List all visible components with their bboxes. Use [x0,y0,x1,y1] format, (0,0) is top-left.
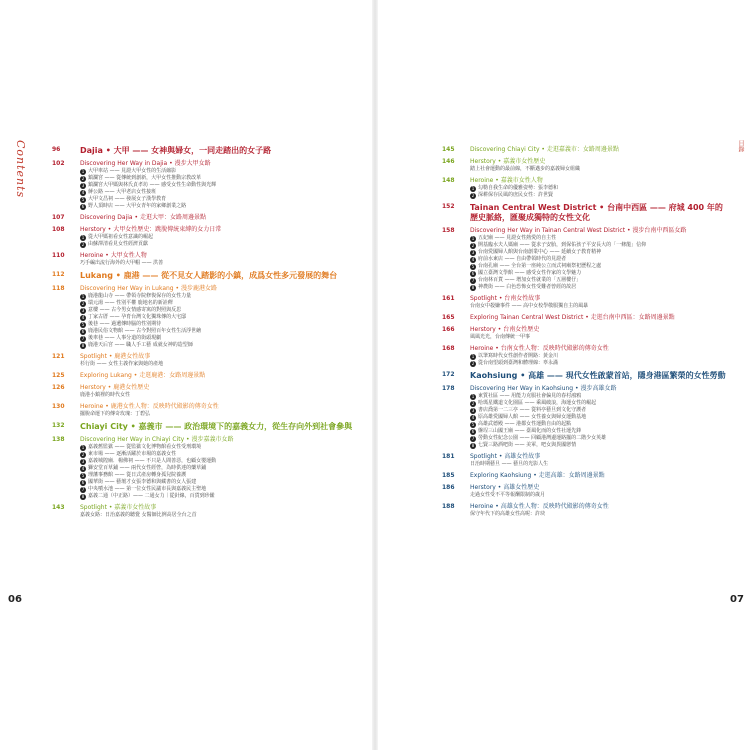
toc-page-number: 138 [52,436,65,443]
toc-list-item [80,234,372,241]
toc-list-item-text: 嘉義舊監獄 —— 從監獄文化博物館看女性受刑環境 [88,444,202,450]
toc-description: 台南女中殺嫌事件 —— 高中女校學敬服獨自主的風暴 [470,303,589,309]
toc-list-item-text: 台南孔廟 —— 全台第一座純公立而式祠廟祭祀歷程之處 [478,263,602,269]
item-number-badge: 1 [81,293,85,299]
item-number-badge: 6 [471,270,475,276]
toc-page-number: 165 [442,314,455,321]
toc-page-number: 107 [52,214,65,221]
toc-list-item [470,442,727,449]
toc-list-item-text: 後車巷 —— 人事分道的街頭現劇 [88,335,162,341]
toc-entry[interactable] [442,371,727,381]
toc-list-item [80,241,372,248]
contents-side-title-right: 目錄 [737,140,744,152]
toc-list-item [470,235,727,242]
toc-entry[interactable] [52,214,372,222]
toc-section-title: Herstory • 大甲女性歷史：跳脫傳統束縛的女力日常 [80,226,222,233]
toc-page-number: 118 [52,285,65,292]
toc-description: 鹿港小鎮裡的時代女性 [80,392,131,398]
item-number-badge: 1 [81,168,85,174]
page-number-left: 06 [8,594,22,605]
toc-list-item-text: 大甲文昌祠 —— 發展女子漢學教育 [88,196,167,202]
toc-list-item-text: 國華街 —— 藝壇才女張李德和與藏書的女人張建 [88,479,197,485]
toc-list-item-text: 高雄武德殿 —— 港都女性運動自由的起點 [478,421,572,427]
toc-section-title: Spotlight • 嘉義市女性故事 [80,504,157,511]
toc-list-item-text: 原高雄愛國婦人館 —— 女性養女與婦女運動基地 [478,414,587,420]
toc-section-title: Discovering Her Way in Dajia • 漫步大甲女路 [80,160,211,167]
toc-page-number: 146 [442,158,455,165]
toc-entry[interactable] [52,252,372,267]
toc-section-title: Discovering Her Way in Tainan Central West District • 漫步台南中西區女路 [470,227,687,234]
toc-list-item [80,168,372,175]
toc-entry[interactable] [52,271,372,281]
toc-page-number: 121 [52,353,65,360]
toc-entry[interactable] [52,160,372,210]
toc-section-title: Herstory • 高雄女性歷史 [470,484,540,491]
toc-list-item-text: 從大甲媽祖看女性意識的崛起 [88,234,154,240]
item-number-badge: 8 [81,342,85,348]
item-number-badge: 5 [81,472,85,478]
toc-section-title: Spotlight • 台南女性故事 [470,295,541,302]
toc-section-title: Discovering Chiayi City • 走逛嘉義市：女路周邊景點 [470,146,619,153]
toc-list-item [80,314,372,321]
toc-entry[interactable] [52,285,372,349]
toc-page-number: 126 [52,384,65,391]
toc-entry[interactable] [442,227,727,291]
toc-list-item [470,256,727,263]
toc-entry[interactable] [52,146,372,156]
toc-page-number: 181 [442,453,455,460]
toc-entry[interactable] [442,314,727,322]
toc-entry[interactable] [52,436,372,500]
toc-entry[interactable] [442,503,727,518]
toc-list-item-text: 由蘇澤清看見女性經濟貢獻 [88,241,149,247]
item-number-badge: 5 [81,196,85,202]
toc-list-item-text: 理藩事務館 —— 從日式產房轉身孤兒院養護 [88,472,187,478]
item-number-badge: 6 [81,203,85,209]
item-number-badge: 7 [81,486,85,492]
toc-description: 風風光光，台南傳統一甲事 [470,334,531,340]
toc-list-item [470,242,727,249]
toc-right-column [442,146,727,522]
toc-page-number: 178 [442,385,455,392]
toc-entry[interactable] [52,353,372,368]
toc-list-item-text: 深耕保存民風的庶民女性：許世賢 [478,192,554,198]
toc-page-number: 168 [442,345,455,352]
toc-page-number: 125 [52,372,65,379]
toc-section-title: Spotlight • 高雄女性故事 [470,453,541,460]
toc-list-item-text: 後巷 —— 過遺傳時腦的性別期待 [88,321,162,327]
toc-list-item [470,435,727,442]
item-number-badge: 5 [471,421,475,427]
toc-list-item [470,270,727,277]
toc-list-item [80,307,372,314]
toc-page-number: 172 [442,371,455,378]
toc-list-item-text: 台南林百貨 —— 增加女性就業的「五層樓仔」 [478,277,582,283]
toc-list-item-text: 台南愛國婦人館與台南創業中心 —— 延續女子教育精神 [478,249,602,255]
toc-list-item [470,393,727,400]
toc-list-item-text: 開基臨水夫人媽廟 —— 從求子安胎，到保佑孩子平安長大的「一條龍」信仰 [478,242,647,248]
toc-entry[interactable] [52,422,372,432]
toc-list-item [80,444,372,451]
toc-page-number: 152 [442,203,455,210]
item-number-badge: 2 [471,400,475,406]
toc-description: 杉行街 —— 女性主義作家與她的產地 [80,361,164,367]
toc-entry[interactable] [52,226,372,248]
toc-list-item [80,321,372,328]
item-number-badge: 5 [81,321,85,327]
toc-page-number: 166 [442,326,455,333]
toc-section-title: Spotlight • 鹿港女性故事 [80,353,151,360]
item-number-badge: 4 [81,189,85,195]
toc-page-number: 188 [442,503,455,510]
toc-list-item-text: 勞動女性紀念公園 —— 回顧港灣邊運路擺的二階少女英雄 [478,435,607,441]
toc-page-number: 130 [52,403,65,410]
item-number-badge: 1 [81,234,85,240]
toc-chapter-title: Dajia • 大甲 —— 女神與婦女，一同走踏出的女子路 [80,146,272,155]
toc-list-item [80,189,372,196]
toc-section-title: Herstory • 鹿港女性歷史 [80,384,150,391]
toc-page-number: 186 [442,484,455,491]
toc-entry[interactable] [442,345,727,367]
toc-section-title: Heroine • 鹿港女性人物：反映時代殿影的傳奇女性 [80,403,219,410]
item-number-badge: 8 [471,442,475,448]
toc-page-number: 102 [52,160,65,167]
toc-list-item-text: 東市場 —— 逐漸活躍於市場的嘉義女性 [88,451,177,457]
item-number-badge: 3 [471,407,475,413]
toc-section-title: Heroine • 嘉義市女性人物 [470,177,543,184]
toc-list-item-text: 五妃廟 —— 見證女性熱愛的自主性 [478,235,557,241]
toc-entry[interactable] [442,146,727,154]
item-number-badge: 4 [471,256,475,262]
toc-section-title: Discovering Her Way in Chiayi City • 漫步嘉義市女路 [80,436,234,443]
toc-list-item [80,175,372,182]
toc-page-number: 143 [52,504,65,511]
toc-page-number: 132 [52,422,65,429]
toc-page-number: 110 [52,252,65,259]
toc-list-item [80,493,372,500]
toc-list-item-text: 哈瑪星鐵道文化園區 —— 乘風破浪，海運女性的崛起 [478,400,597,406]
toc-entry[interactable] [442,453,727,468]
toc-entry[interactable] [442,326,727,341]
toc-list-item [80,472,372,479]
toc-list-item-text: 盤埕三山國王廟 —— 臺風化而的女性社運先鋒 [478,428,582,434]
toc-list-item-text: 蔣公路 —— 大甲老店女性接班 [88,189,157,195]
toc-list-item [470,249,727,256]
toc-list-item-text: 書店喬第一二三亭 —— 從料亭藝旦到文化守護者 [478,407,587,413]
toc-list-item-text: 神農街 —— 白色恐怖女性受難者曾經的故居 [478,284,577,290]
toc-section-title: Discovering Dajia • 走逛大甲：女路周邊景點 [80,214,206,221]
toc-description: 保守年代下的高雄女性高呢：許玦 [470,511,546,517]
toc-list-item [470,421,727,428]
toc-list-item-text: 獅安堂百草鋪 —— 兩代女性經營，為時供達的藥草鋪 [88,465,207,471]
toc-list-item-text: 中央噴水池 —— 第一位女性民議市長與嘉義民主聖地 [88,486,207,492]
toc-list-item-text: 國立臺灣文學館 —— 感受女性作家的文學魅力 [478,270,582,276]
item-number-badge: 1 [81,444,85,450]
toc-section-title: Discovering Her Way in Lukang • 漫步鹿港女路 [80,285,217,292]
item-number-badge: 6 [81,328,85,334]
toc-section-title: Heroine • 大甲女性人物 [80,252,147,259]
toc-list-item-text: 野人頂時店 —— 大甲女青年的家鄉創業之路 [88,203,187,209]
item-number-badge: 2 [471,192,475,198]
toc-description: 走過女性受不平等報酬限制的歲月 [470,492,546,498]
item-number-badge: 2 [81,300,85,306]
item-number-badge: 3 [81,182,85,188]
toc-list-item [80,335,372,342]
item-number-badge: 2 [81,175,85,181]
toc-list-item-text: 嘉義二通（中正路）—— 二通女力｜從針線，百貨到珍饈 [88,493,215,499]
toc-list-item [470,414,727,421]
toc-entry[interactable] [442,295,727,310]
item-number-badge: 4 [81,314,85,320]
toc-list-item [80,342,372,349]
toc-section-title: Exploring Lukang • 走逛鹿港：女路周邊景點 [80,372,206,379]
item-number-badge: 6 [471,428,475,434]
toc-list-item [470,277,727,284]
toc-list-item [80,300,372,307]
toc-page-number: 112 [52,271,65,278]
book-gutter [372,0,378,750]
toc-list-item-text: 七賢三路酒吧街 —— 美軍，吧女與異國戀情 [478,442,577,448]
item-number-badge: 1 [471,185,475,191]
toc-page-number: 161 [442,295,455,302]
toc-list-item [80,465,372,472]
toc-list-item [80,196,372,203]
toc-entry[interactable] [442,484,727,499]
toc-list-item [470,185,727,192]
item-number-badge: 3 [81,458,85,464]
contents-side-title: Contents [14,140,27,199]
toc-list-item-text: 瑞元湯 —— 性別平權 鹿地名的新詮釋 [88,300,173,306]
toc-page-number: 148 [442,177,455,184]
toc-entry[interactable] [52,403,372,418]
toc-description: 踏上社會運動的最前線，不斷邁步的嘉義婦女組織 [470,166,581,172]
item-number-badge: 8 [81,493,85,499]
toc-section-title: Heroine • 台南女性人物：反映時代殿影的傳奇女性 [470,345,609,352]
item-number-badge: 2 [81,451,85,457]
toc-section-title: Herstory • 台南女性歷史 [470,326,540,333]
toc-list-item-text: 丁家古厝 —— 孕育台灣文化獨珠傳的大宅邸 [88,314,187,320]
toc-list-item-text: 東質社區 —— 用能力克服社會偏見的春村鴻鴉 [478,393,582,399]
toc-page-number: 145 [442,146,455,153]
item-number-badge: 3 [81,307,85,313]
item-number-badge: 7 [471,435,475,441]
item-number-badge: 1 [471,235,475,241]
toc-list-item [80,451,372,458]
toc-list-item-text: 鎮瀾宮 —— 從傳統到創新，大甲女性推動宗教改革 [88,175,202,181]
toc-list-item [470,360,727,367]
toc-list-item [470,428,727,435]
toc-list-item [470,407,727,414]
item-number-badge: 6 [81,479,85,485]
item-number-badge: 1 [471,353,475,359]
toc-list-item-text: 意樓 —— 古今男女情感寄寓的對照與反思 [88,307,182,313]
item-number-badge: 1 [471,393,475,399]
item-number-badge: 4 [81,465,85,471]
toc-description: 擺脫命運下的傳奇玫瑰：丁碧弘 [80,411,151,417]
item-number-badge: 2 [471,360,475,366]
toc-list-item [80,328,372,335]
toc-entry[interactable] [52,384,372,399]
item-number-badge: 7 [81,335,85,341]
toc-entry[interactable] [442,158,727,173]
toc-list-item-text: 勾勒自我生命的優雅姿勢：張李德和 [478,185,559,191]
toc-list-item-text: 鹿港天后宮 —— 職人手工藝 成就女神的造型師 [88,342,193,348]
toc-chapter-title: Tainan Central West District • 台南中西區 —— 府城 400 年的歷史脈絡，匯聚成獨特的女性文化 [470,203,723,222]
item-number-badge: 7 [471,277,475,283]
toc-section-title: Exploring Tainan Central West District • 走逛台南中西區：女路周邊景點 [470,314,675,321]
toc-entry[interactable] [52,504,372,519]
toc-list-item [80,458,372,465]
toc-entry[interactable] [442,203,727,223]
page-number-right: 07 [730,594,744,605]
toc-section-title: Exploring Kaohsiung • 走逛高雄：女路周邊景點 [470,472,605,479]
toc-entry[interactable] [442,177,727,199]
toc-list-item-text: 鹿港民俗文物館 —— 古今對照百年女性生活浮世繪 [88,328,202,334]
toc-list-item-text: 以筆寫時代女性創作者開路：黃金川 [478,353,559,359]
toc-entry[interactable] [52,372,372,380]
toc-list-item-text: 嘉義城隍廟．楊佛祠 —— 不只是人間善惡，也顧女嬰運動 [88,458,217,464]
toc-page-number: 108 [52,226,65,233]
toc-list-item [470,353,727,360]
toc-chapter-title: Kaohsiung • 高雄 —— 現代女性啟蒙首站，隱身港區繁榮的女性勞動 [470,371,726,380]
toc-page-number: 158 [442,227,455,234]
item-number-badge: 2 [471,242,475,248]
toc-page-number: 185 [442,472,455,479]
toc-list-item [470,284,727,291]
toc-list-item-text: 府前水東店 —— 自由帶領時代的見證者 [478,256,567,262]
toc-list-item [470,192,727,199]
toc-list-item [80,203,372,210]
toc-list-item-text: 鎮瀾宮大甲媽與林氏貞孝坊 —— 感受女性生命動性與光輝 [88,182,217,188]
toc-list-item-text: 鹿港龍山寺 —— 帶領寺院修復保存的女性力量 [88,293,192,299]
toc-section-title: Herstory • 嘉義市女性歷史 [470,158,546,165]
item-number-badge: 5 [471,263,475,269]
toc-list-item-text: 大甲車站 —— 見證大甲女性的生活縮影 [88,168,177,174]
toc-list-item-text: 從台南望頭到臺灣和體理線：辜永滿 [478,360,559,366]
toc-entry[interactable] [442,472,727,480]
toc-list-item [80,479,372,486]
item-number-badge: 8 [471,284,475,290]
toc-list-item [470,400,727,407]
toc-chapter-title: Lukang • 鹿港 —— 從不見女人踏影的小鎮，成爲女性多元發展的舞台 [80,271,338,280]
toc-list-item [80,486,372,493]
item-number-badge: 2 [81,241,85,247]
item-number-badge: 4 [471,414,475,420]
toc-page-number: 96 [52,146,61,153]
toc-left-column [52,146,372,523]
toc-section-title: Heroine • 高雄女性人物：反映時代殿影的傳奇女性 [470,503,609,510]
toc-description: 嘉義女路：日治嘉義的聽覺 女醫師比例高居全台之首 [80,512,197,518]
toc-section-title: Discovering Her Way in Kaohsiung • 漫步高雄女路 [470,385,617,392]
item-number-badge: 3 [471,249,475,255]
toc-list-item [80,182,372,189]
toc-list-item [80,293,372,300]
toc-chapter-title: Chiayi City • 嘉義市 —— 政治環境下的嘉義女力，從生存向外到社會參與 [80,422,353,431]
toc-entry[interactable] [442,385,727,449]
toc-description: 日治時期藝旦 —— 藝旦的光影人生 [470,461,549,467]
toc-list-item [470,263,727,270]
toc-description: 巧手編出流行海外的大甲帽 —— 洪善 [80,260,164,266]
